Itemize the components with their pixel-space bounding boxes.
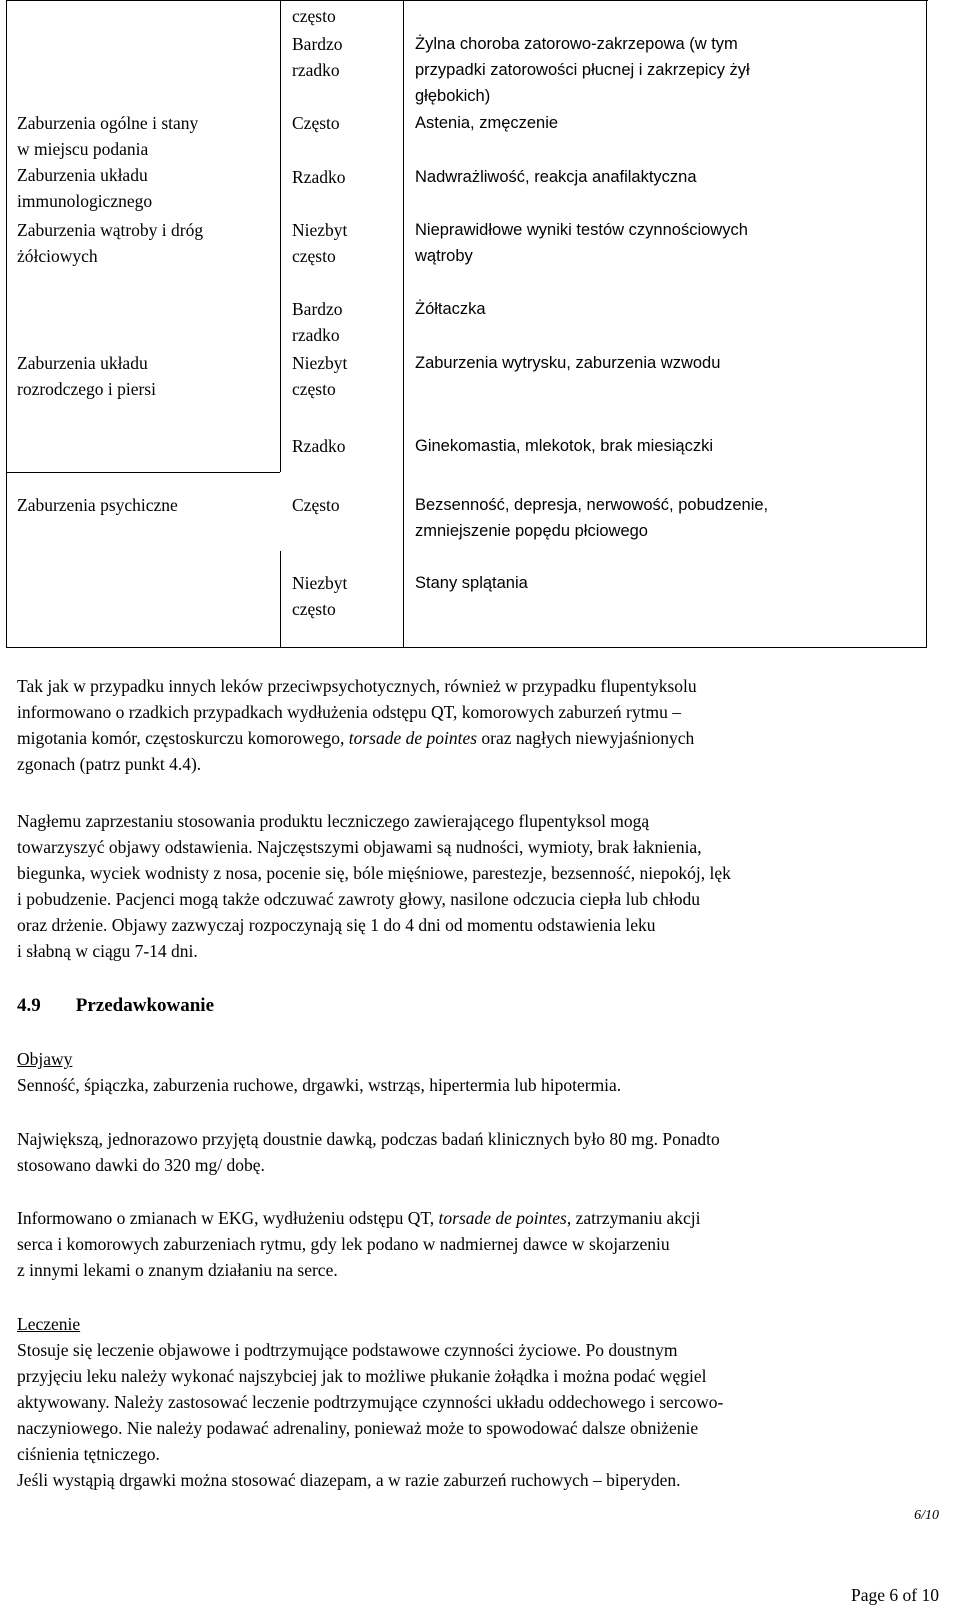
text-line: z innymi lekami o znanym działaniu na serce. — [17, 1260, 338, 1280]
freq-cell: Niezbyt — [292, 353, 348, 373]
section-heading — [17, 993, 214, 1019]
page-footer: Page 6 of 10 — [851, 1585, 939, 1605]
subheading-objawy: Objawy — [17, 1049, 73, 1069]
table-top-border — [7, 0, 928, 1]
category-cell: Zaburzenia ogólne i stany — [17, 113, 199, 133]
effect-cell: przypadki zatorowości płucnej i zakrzepicy żył — [415, 61, 750, 79]
effect-cell: Astenia, zmęczenie — [415, 114, 559, 132]
effect-cell: Zaburzenia wytrysku, zaburzenia wzwodu — [415, 354, 721, 372]
freq-cell: Rzadko — [292, 167, 346, 187]
freq-cell: Często — [292, 495, 340, 515]
effect-cell: zmniejszenie popędu płciowego — [415, 522, 648, 540]
category-cell: Zaburzenia układu — [17, 165, 148, 185]
subheading-leczenie: Leczenie — [17, 1314, 81, 1334]
freq-cell: Bardzo — [292, 299, 343, 319]
text-line: oraz drżenie. Objawy zazwyczaj rozpoczynają się 1 do 4 dni od momentu odstawienia leku — [17, 915, 656, 935]
table-grid-line — [280, 0, 281, 472]
text-line: zgonach (patrz punkt 4.4). — [17, 754, 202, 774]
category-cell: Zaburzenia psychiczne — [17, 495, 178, 515]
text-line — [17, 725, 947, 751]
freq-cell: Niezbyt — [292, 220, 348, 240]
paragraph-qt-prolongation — [17, 673, 947, 777]
effect-cell: Żylna choroba zatorowo-zakrzepowa (w tym — [415, 35, 738, 53]
effect-cell: Nieprawidłowe wyniki testów czynnościowych — [415, 221, 748, 239]
effect-cell: Ginekomastia, mlekotok, brak miesiączki — [415, 437, 714, 455]
text-line: Jeśli wystąpią drgawki można stosować diazepam, a w razie zaburzeń ruchowych – biperyden. — [17, 1470, 681, 1490]
text-span: migotania komór, częstoskurczu komorowego, — [17, 728, 349, 748]
section-title: Przedawkowanie — [75, 995, 215, 1016]
freq-cell: Rzadko — [292, 436, 346, 456]
italic-term: torsade de pointes — [348, 728, 478, 748]
freq-cell: Bardzo — [292, 34, 343, 54]
category-cell: rozrodczego i piersi — [17, 379, 156, 399]
category-cell: immunologicznego — [17, 191, 153, 211]
section-number: 4.9 — [17, 995, 41, 1016]
text-line: towarzyszyć objawy odstawienia. Najczęstszymi objawami są nudności, wymioty, brak łaknienia, — [17, 837, 702, 857]
text-span: Informowano o zmianach w EKG, wydłużeniu odstępu QT, — [17, 1208, 439, 1228]
freq-cell: Często — [292, 113, 340, 133]
category-cell: Zaburzenia układu — [17, 353, 148, 373]
freq-cell: często — [292, 599, 336, 619]
text-line: Największą, jednorazowo przyjętą doustnie dawką, podczas badań klinicznych było 80 mg. Ponadto — [17, 1129, 720, 1149]
effect-cell: Nadwrażliwość, reakcja anafilaktyczna — [415, 168, 697, 186]
freq-cell: Niezbyt — [292, 573, 348, 593]
text-line: stosowano dawki do 320 mg/ dobę. — [17, 1155, 265, 1175]
text-line: Stosuje się leczenie objawowe i podtrzymujące podstawowe czynności życiowe. Po doustnym — [17, 1340, 678, 1360]
paragraph-withdrawal — [17, 808, 947, 964]
paragraph-ecg — [17, 1205, 947, 1283]
symptoms-block — [17, 1046, 947, 1098]
freq-cell: często — [292, 246, 336, 266]
text-line: naczyniowego. Nie należy podawać adrenaliny, ponieważ może to spowodować dalsze obniżenie — [17, 1418, 699, 1438]
effect-cell: wątroby — [415, 247, 473, 265]
effect-cell: Bezsenność, depresja, nerwowość, pobudzenie, — [415, 496, 769, 514]
treatment-block — [17, 1311, 947, 1493]
italic-term: torsade de pointes — [438, 1208, 567, 1228]
page-number-small: 6/10 — [914, 1508, 939, 1523]
text-line: informowano o rzadkich przypadkach wydłużenia odstępu QT, komorowych zaburzeń rytmu – — [17, 702, 681, 722]
paragraph-dose — [17, 1126, 947, 1178]
freq-cell: często — [292, 6, 336, 26]
category-cell: w miejscu podania — [17, 139, 149, 159]
effect-cell: Żółtaczka — [415, 300, 486, 318]
category-cell: żółciowych — [17, 246, 98, 266]
text-line — [17, 1205, 947, 1231]
freq-cell: rzadko — [292, 60, 340, 80]
text-line: Senność, śpiączka, zaburzenia ruchowe, drgawki, wstrząs, hipertermia lub hipotermia. — [17, 1075, 622, 1095]
table-grid-line — [7, 472, 280, 473]
text-line: i słabną w ciągu 7-14 dni. — [17, 941, 198, 961]
effect-cell: Stany splątania — [415, 574, 528, 592]
freq-cell: rzadko — [292, 325, 340, 345]
text-line: aktywowany. Należy zastosować leczenie podtrzymujące czynności układu oddechowego i sercowo- — [17, 1392, 724, 1412]
table-grid-line — [403, 0, 404, 648]
text-line: Nagłemu zaprzestaniu stosowania produktu leczniczego zawierającego flupentyksol mogą — [17, 811, 650, 831]
text-line: biegunka, wyciek wodnisty z nosa, pocenie się, bóle mięśniowe, parestezje, bezsenność, niepokój, lęk — [17, 863, 731, 883]
adverse-effects-table — [6, 0, 927, 648]
text-line: Tak jak w przypadku innych leków przeciwpsychotycznych, również w przypadku flupentyksolu — [17, 676, 697, 696]
freq-cell: często — [292, 379, 336, 399]
category-cell: Zaburzenia wątroby i dróg — [17, 220, 204, 240]
text-span: , zatrzymaniu akcji — [566, 1208, 701, 1228]
text-line: i pobudzenie. Pacjenci mogą także odczuwać zawroty głowy, nasilone odczucia ciepła lub chłodu — [17, 889, 701, 909]
effect-cell: głębokich) — [415, 87, 491, 105]
text-line: ciśnienia tętniczego. — [17, 1444, 160, 1464]
text-line: serca i komorowych zaburzeniach rytmu, gdy lek podano w nadmiernej dawce w skojarzeniu — [17, 1234, 670, 1254]
text-span: oraz nagłych niewyjaśnionych — [477, 728, 695, 748]
text-line: przyjęciu leku należy wykonać najszybciej jak to możliwe płukanie żołądka i można podać węgiel — [17, 1366, 707, 1386]
table-grid-line — [280, 551, 281, 648]
